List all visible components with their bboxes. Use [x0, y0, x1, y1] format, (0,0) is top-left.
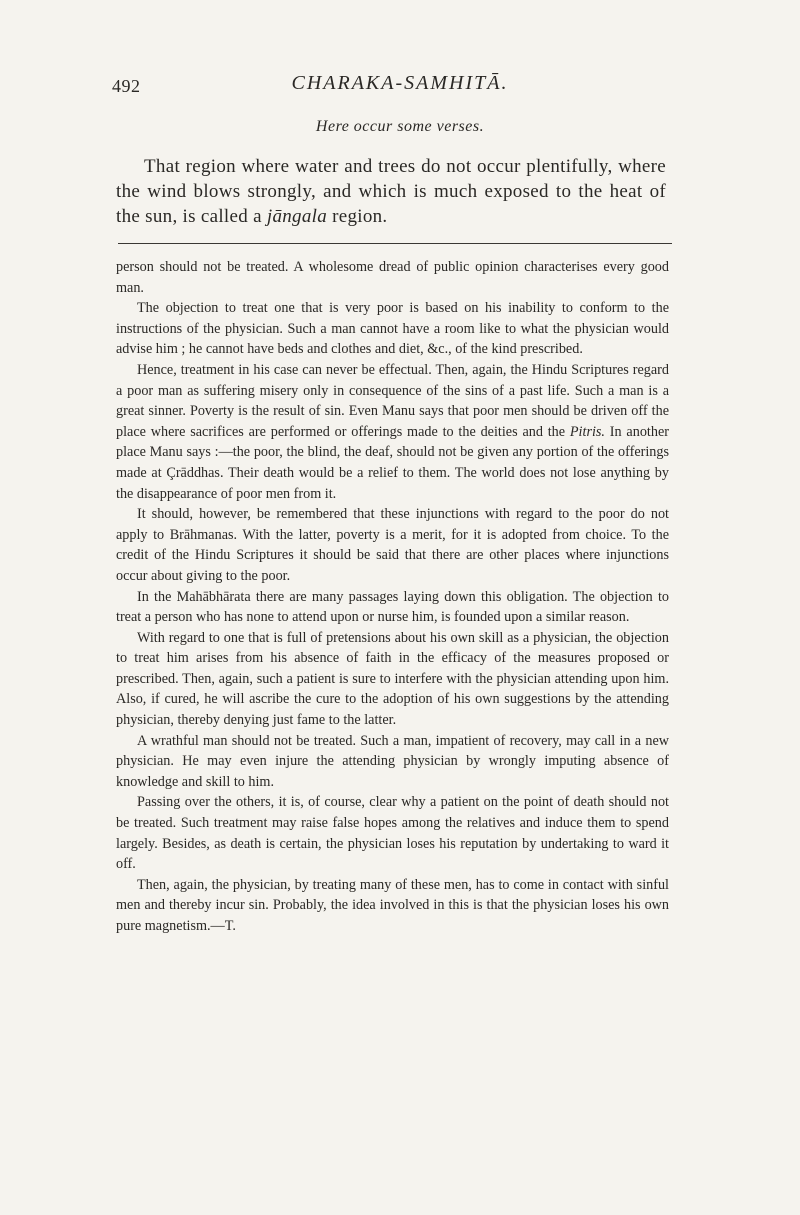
commentary-paragraph: person should not be treated. A wholesome dread of public opinion characterises every good man.: [116, 259, 669, 296]
commentary-paragraph: With regard to one that is full of pretensions about his own skill as a physician, the objection to treat him arises from his absence of faith in the efficacy of the measures proposed or prescribed. Then, again, such a patient is sure to interfere with the physician attending upon him. Also, if cured, he will ascribe the cure to the adoption of his own suggestions by the attending physician, thereby denying just fame to the latter.: [116, 629, 669, 729]
section-divider: [118, 243, 672, 244]
commentary-paragraph: It should, however, be remembered that these injunctions with regard to the poor do not apply to Brāhmanas. With the latter, poverty is a merit, for it is adopted from choice. To the credit of the Hindu Scriptures it should be said that there are other places where injunctions occur about giving to the poor.: [116, 506, 669, 584]
commentary-paragraph: Passing over the others, it is, of course, clear why a patient on the point of death should not be treated. Such treatment may raise false hopes among the relatives and induce them to spend largely. Besides, as death is certain, the physician loses his reputation by undertaking to ward it off.: [116, 794, 669, 873]
commentary-paragraph: Hence, treatment in his case can never be effectual. Then, again, the Hindu Scriptures regard a poor man as suffering misery only in consequence of the sins of a past life. Such a man is a great sinner. Poverty is the result of sin. Even Manu says that poor men should be driven off the place where sacrifices are performed or offerings made to the deities and the Pitris. In another place Manu says :—the poor, the blind, the deaf, should not be given any portion of the offerings made at Çrāddhas. Their death would be a relief to them. The world does not lose anything by the disappearance of poor men from it.: [116, 361, 669, 502]
commentary-paragraph: In the Mahābhārata there are many passages laying down this obligation. The objection to treat a person who has none to attend upon or nurse him, is founded upon a similar reason.: [116, 588, 669, 626]
running-title: CHARAKA-SAMHITĀ.: [291, 72, 509, 94]
pitris-term: Pitris.: [569, 423, 605, 440]
commentary-text: [116, 257, 669, 937]
commentary-paragraph: Then, again, the physician, by treating many of these men, has to come in contact with sinful men and thereby incur sin. Probably, the idea involved in this is that the physician loses his own pure magnetism.—T.: [116, 876, 669, 934]
commentary-paragraph: The objection to treat one that is very poor is based on his inability to conform to the instructions of the physician. Such a man cannot have a room like to what the physician would advise him ; he cannot have beds and clothes and diet, &c., of the kind prescribed.: [116, 300, 669, 358]
section-heading: Here occur some verses.: [315, 118, 485, 135]
commentary-paragraph: A wrathful man should not be treated. Such a man, impatient of recovery, may call in a new physician. He may even injure the attending physician by wrongly imputing absence of knowledge and skill to him.: [116, 732, 669, 790]
verse-text: [116, 154, 666, 229]
page-number: 492: [112, 76, 141, 96]
verse-paragraph: That region where water and trees do not occur plentifully, where the wind blows strongly, and which is much exposed to the heat of the sun, is called a jāngala region.: [116, 156, 666, 227]
verse-term: jāngala: [266, 206, 328, 227]
